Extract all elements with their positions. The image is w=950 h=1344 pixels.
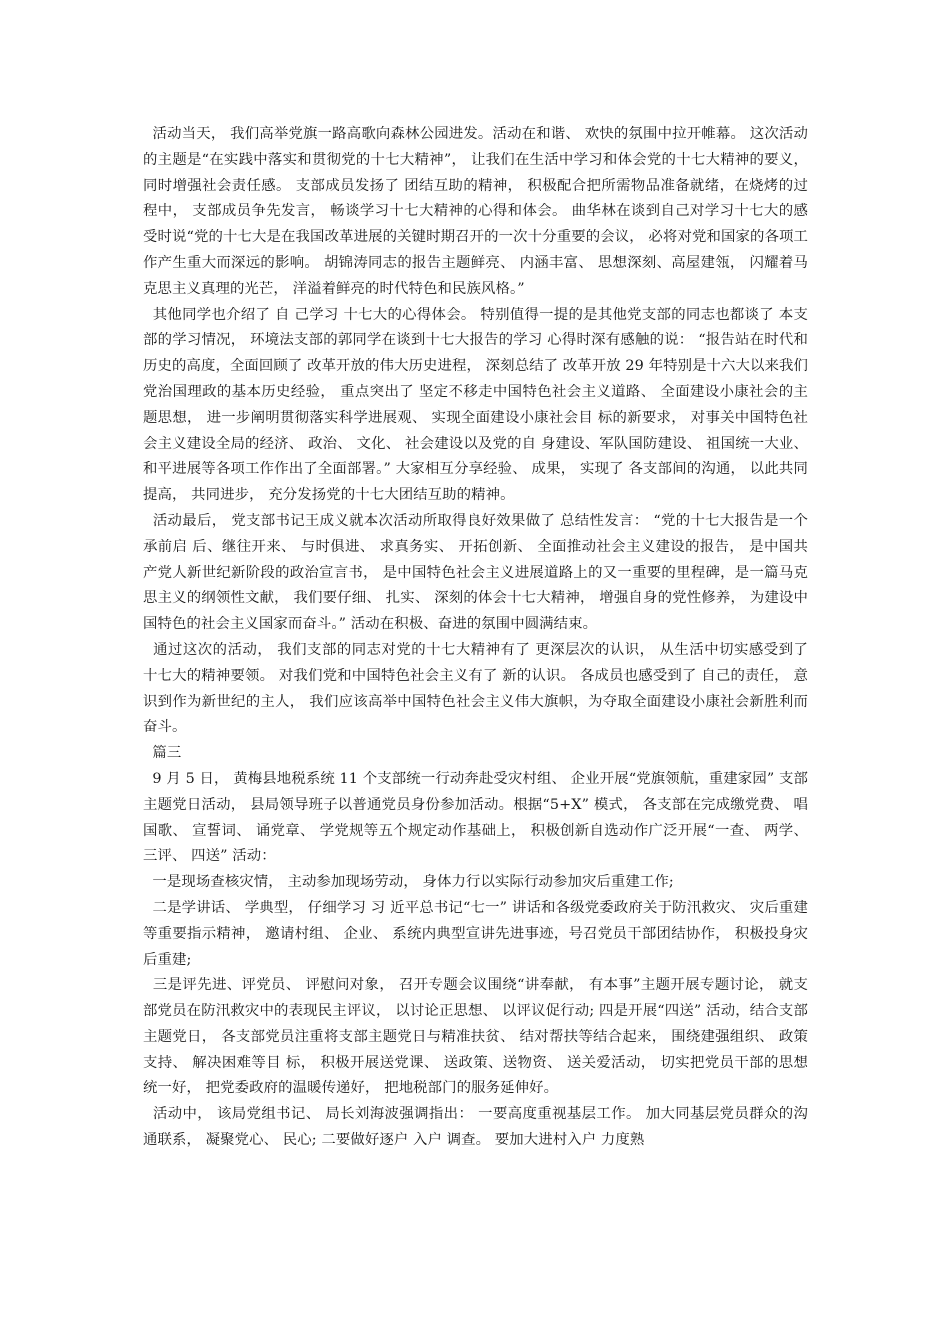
paragraph-activity-end: 活动最后， 党支部书记王成义就本次活动所取得良好效果做了 总结性发言： “党的十七大报告是一个承前启 后、继往开来、 与时俱进、 求真务实、 开拓创新、 全面推动社会主义建设的报告， 是中国共产党人新世纪新阶段的政治宣言书， 是中国特色社会主义进展道路上的又一重要的里程碑，是一篇马克思主义的纲领性文献， 我们要仔细、 扎实、 深刻的体会十七大精神， 增强自身的党性修养， 为建设中国特色的社会主义国家而奋斗。” 活动在积极、奋进的氛围中圆满结束。 — [143, 512, 808, 633]
paragraph-activity-day: 活动当天， 我们高举党旗一路高歌向森林公园进发。活动在和谐、 欢快的氛围中拉开帷幕。 这次活动的主题是“在实践中落实和贯彻党的十七大精神”， 让我们在生活中学习和体会党的十七大精神的要义， 同时增强社会责任感。 支部成员发扬了 团结互助的精神， 积极配合把所需物品准备就绪，在烧烤的过程中， 支部成员争先发言， 畅谈学习十七大精神的心得和体会。 曲华林在谈到自己对学习十七大的感受时说“党的十七大是在我国改革进展的关键时期召开的一次十分重要的会议， 必将对党和国家的各项工作产生重大而深远的影响。 胡锦涛同志的报告主题鲜亮、 内涵丰富、 思想深刻、高屋建瓴， 闪耀着马克思主义真理的光芒， 洋溢着鲜亮的时代特色和民族风格。” — [143, 126, 813, 297]
paragraph-during-activity: 活动中， 该局党组书记、 局长刘海波强调指出： 一要高度重视基层工作。 加大同基层党员群众的沟通联系， 凝聚党心、 民心; 二要做好逐户 入户 调查。 要加大进村入户 力度熟 — [143, 1106, 808, 1149]
paragraph-item-one: 一是现场查核灾情， 主动参加现场劳动， 身体力行以实际行动参加灾后重建工作; — [143, 874, 674, 891]
paragraph-item-two: 二是学讲话、 学典型， 仔细学习 习 近平总书记“七一” 讲话和各级党委政府关于防汛救灾、 灾后重建等重要指示精神， 邀请村组、 企业、 系统内典型宣讲先进事迹，号召党员干部团结协作， 积极投身灾后重建; — [143, 899, 808, 968]
paragraph-item-three-four: 三是评先进、评党员、 评慰问对象， 召开专题会议围绕“讲奉献， 有本事”主题开展专题讨论， 就支部党员在防汛救灾中的表现民主评议， 以讨论正思想、 以评议促行动; 四是开展“四送” 活动，结合支部主题党日， 各支部党员注重将支部主题党日与精准扶贫、 结对帮扶等结合起来， 围绕建强组织、 政策支持、 解决困难等目 标， 积极开展送党课、 送政策、送物资、 送关爱活动， 切实把党员干部的思想统一好， 把党委政府的温暖传递好， 把地税部门的服务延伸好。 — [143, 977, 808, 1097]
section-heading-part-three: 篇三 — [143, 745, 182, 762]
paragraph-other-students: 其他同学也介绍了 自 己学习 十七大的心得体会。 特别值得一提的是其他党支部的同志也都谈了 本支部的学习情况， 环境法支部的郭同学在谈到十七大报告的学习 心得时深有感触的说： “报告站在时代和历史的高度，全面回顾了 改革开放的伟大历史进程， 深刻总结了 改革开放 29 年特别是十六大以来我们党治国理政的基本历史经验， 重点突出了 坚定不移走中国特色社会主义道路、 全面建设小康社会的主题思想， 进一步阐明贯彻落实科学进展观、 实现全面建设小康社会目 标的新要求， 对事关中国特色社会主义建设全局的经济、 政治、 文化、 社会建设以及党的自 身建设、军队国防建设、 祖国统一大业、 和平进展等各项工作作出了全面部署。” 大家相互分享经验、 成果， 实现了 各支部间的沟通， 以此共同提高， 共同进步， 充分发扬党的十七大团结互助的精神。 — [143, 306, 813, 504]
paragraph-reflection: 通过这次的活动， 我们支部的同志对党的十七大精神有了 更深层次的认识， 从生活中切实感受到了 十七大的精神要领。 对我们党和中国特色社会主义有了 新的认识。 各成员也感受到了 自己的责任， 意识到作为新世纪的主人， 我们应该高举中国特色社会主义伟大旗帜，为夺取全面建设小康社会新胜利而奋斗。 — [143, 641, 813, 736]
document-body — [143, 122, 813, 1154]
paragraph-sept-5: 9 月 5 日， 黄梅县地税系统 11 个支部统一行动奔赴受灾村组、 企业开展“党旗领航，重建家园” 支部主题党日活动， 县局领导班子以普通党员身份参加活动。根据“5+X” 模式， 各支部在完成缴党费、 唱国歌、 宣誓词、 诵党章、 学党规等五个规定动作基础上， 积极创新自选动作广泛开展“一查、 两学、 三评、 四送” 活动： — [143, 770, 813, 865]
